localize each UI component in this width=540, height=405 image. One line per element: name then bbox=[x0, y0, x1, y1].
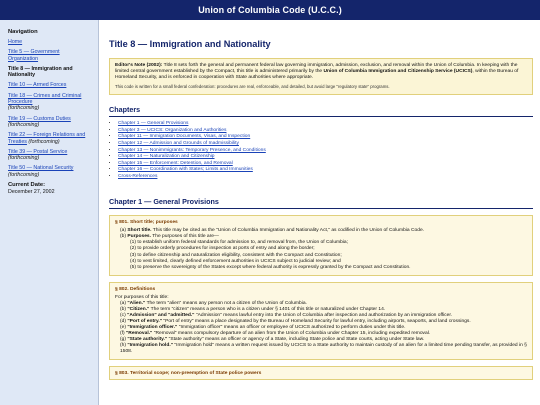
section-801-purpose-1: (1) to establish uniform federal standards for admission to, and removal from, the Union of Columbia; bbox=[130, 240, 349, 246]
definition-immigration-hold: (h) "Immigration hold." "Immigration hold" means a written request issued by UCICS to a State authority to maintain custody of an alien for a limited time pending transfer, as provided in § 1508. bbox=[120, 343, 527, 355]
chapter-14-link[interactable]: Chapter 14 — Naturalization and Citizenship bbox=[118, 154, 215, 160]
nav-title-18-link[interactable]: Title 18 — Crimes and Criminal Procedure bbox=[8, 92, 82, 106]
nav-title-10-link[interactable]: Title 10 — Armed Forces bbox=[8, 82, 67, 89]
definition-immigration-officer: (e) "Immigration officer." "Immigration officer" means an officer or employee of UCICS authorized to perform duties under this title. bbox=[120, 324, 406, 330]
chapter-1-link[interactable]: Chapter 1 — General Provisions bbox=[118, 121, 189, 127]
editors-note-small-print: This code is written for a small federal confederation: procedures are real, enforceable, and detailed, but avoid large "regulatory state" programs. bbox=[115, 84, 390, 90]
section-801-b: (b) Purposes. The purposes of this title are— bbox=[120, 234, 219, 240]
section-801-a-text: This title may be cited as the "Union of Columbia Immigration and Nationality Act," as codified in the Union of Columbia Code. bbox=[151, 228, 425, 234]
nav-title-39-link[interactable]: Title 39 — Postal Service bbox=[8, 148, 68, 155]
chapter-15-link[interactable]: Chapter 15 — Enforcement: Detention, and Removal bbox=[118, 160, 233, 166]
editors-note-agency: Union of Columbia Immigration and Citizenship Service (UCICS) bbox=[323, 69, 473, 75]
section-803 bbox=[109, 366, 533, 380]
nav-title-8-current: Title 8 — Immigration and Nationality bbox=[8, 65, 73, 79]
section-801-purpose-4: (4) to vest limited, clearly defined enforcement authorities in UCICS subject to judicial review; and bbox=[130, 258, 341, 264]
nav-title-18-status: (forthcoming) bbox=[8, 105, 40, 112]
page-title: Title 8 — Immigration and Nationality bbox=[109, 39, 271, 49]
definition-state-authority: (g) "State authority." "State authority" means an officer or agency of a State, including State police and State courts, acting under State law. bbox=[120, 337, 425, 343]
editors-note-label: Editor's Note (2002): bbox=[115, 63, 163, 68]
definition-removal: (f) "Removal." "Removal" means compulsory departure of an alien from the Union of Columbia under Chapter 15, including expedited removal. bbox=[120, 331, 431, 336]
chapter-13-link[interactable]: Chapter 13 — Nonimmigrants: Temporary Presence, and Conditions bbox=[118, 147, 266, 153]
nav-home-link[interactable]: Home bbox=[8, 39, 23, 45]
chapter-list bbox=[109, 121, 533, 180]
editors-note-text-2: , within the Bureau of Homeland Security, and is enforced in cooperation with State authorities where appropriate. bbox=[115, 69, 519, 81]
section-802-intro: For purposes of this title: bbox=[115, 294, 169, 300]
nav-title-39-status: (forthcoming) bbox=[8, 155, 40, 162]
section-801-purpose-5: (5) to preserve the sovereignty of the States except where federal authority is expressly granted by the Compact and Constitution. bbox=[130, 264, 411, 270]
definition-port-of-entry: (d) "Port of entry." "Port of entry" means a place designated by the Bureau of Homeland Security for lawful entry, including airports, seaports, and land crossings. bbox=[120, 318, 471, 324]
cross-references-link[interactable]: Cross-References bbox=[118, 173, 158, 179]
definition-admission: (c) "Admission" and "admitted." "Admission" means lawful entry into the Union of Columbia after inspection and authorization by an immigration officer. bbox=[120, 312, 453, 318]
editors-note bbox=[109, 58, 533, 95]
nav-title-22-status: (forthcoming) bbox=[28, 138, 60, 145]
section-801-purpose-2: (2) to provide orderly procedures for inspection at ports of entry and along the border; bbox=[130, 246, 315, 252]
current-date-value: December 27, 2002 bbox=[8, 189, 55, 196]
sidebar bbox=[0, 20, 99, 405]
chapter-list-item bbox=[118, 174, 533, 181]
nav-title-22-link[interactable]: Title 22 — Foreign Relations and Treaties bbox=[8, 132, 86, 145]
site-title: Union of Columbia Code (U.C.C.) bbox=[198, 5, 342, 15]
chapters-heading: Chapters bbox=[109, 105, 533, 117]
chapter-11-link[interactable]: Chapter 11 — Immigration Documents, Visas, and Inspection bbox=[118, 134, 251, 140]
definition-alien: (a) "Alien." The term "alien" means any person not a citizen of the Union of Columbia. bbox=[120, 300, 307, 306]
section-801-a-label: Short title. bbox=[127, 228, 152, 234]
section-801-b-text: The purposes of this title are— bbox=[151, 234, 219, 240]
chapter-1-heading: Chapter 1 — General Provisions bbox=[109, 197, 533, 209]
editors-note-text-1: Title 8 sets forth the general and permanent federal law governing immigration, admission, exclusion, and removal within the Union of Columbia. In keeping with the limited central government established by the Compact, this title is administered primarily by the bbox=[115, 63, 518, 75]
site-header bbox=[0, 0, 540, 20]
nav-title-5-link[interactable]: Title 5 — Government Organization bbox=[8, 49, 60, 62]
nav-title-50-link[interactable]: Title 50 — National Security bbox=[8, 165, 74, 172]
section-802 bbox=[109, 282, 533, 361]
section-801-heading: § 801. Short title; purposes bbox=[115, 220, 178, 226]
nav-title-19-status: (forthcoming) bbox=[8, 121, 40, 128]
section-801-purpose-3: (3) to define citizenship and naturalization eligibility, consistent with the Compact and Constitution; bbox=[130, 252, 342, 258]
sidebar-heading: Navigation bbox=[8, 29, 38, 35]
main-content bbox=[109, 20, 533, 380]
definition-citizen: (b) "Citizen." The term "citizen" means a person who is a citizen under § 1401 of this title or naturalized under Chapter 14. bbox=[120, 306, 386, 312]
chapter-16-link[interactable]: Chapter 16 — Coordination with States; Limits and Immunities bbox=[118, 167, 253, 173]
section-801-a: (a) Short title. This title may be cited as the "Union of Columbia Immigration and Nationality Act," as codified in the Union of Columbia Code. bbox=[120, 228, 425, 234]
current-date-label: Current Date: bbox=[8, 182, 46, 189]
section-801 bbox=[109, 215, 533, 275]
nav-title-19-link[interactable]: Title 19 — Customs Duties bbox=[8, 115, 71, 122]
chapter-12-link[interactable]: Chapter 12 — Admission and Grounds of Inadmissibility bbox=[118, 141, 239, 147]
chapter-3-link[interactable]: Chapter 3 — UCICS: Organization and Authorities bbox=[118, 127, 227, 133]
nav-title-50-status: (forthcoming) bbox=[8, 171, 40, 178]
section-801-b-label: Purposes. bbox=[127, 234, 151, 240]
section-802-heading: § 802. Definitions bbox=[115, 286, 156, 292]
section-803-heading: § 803. Territorial scope; non-preemption of State police powers bbox=[115, 371, 262, 377]
